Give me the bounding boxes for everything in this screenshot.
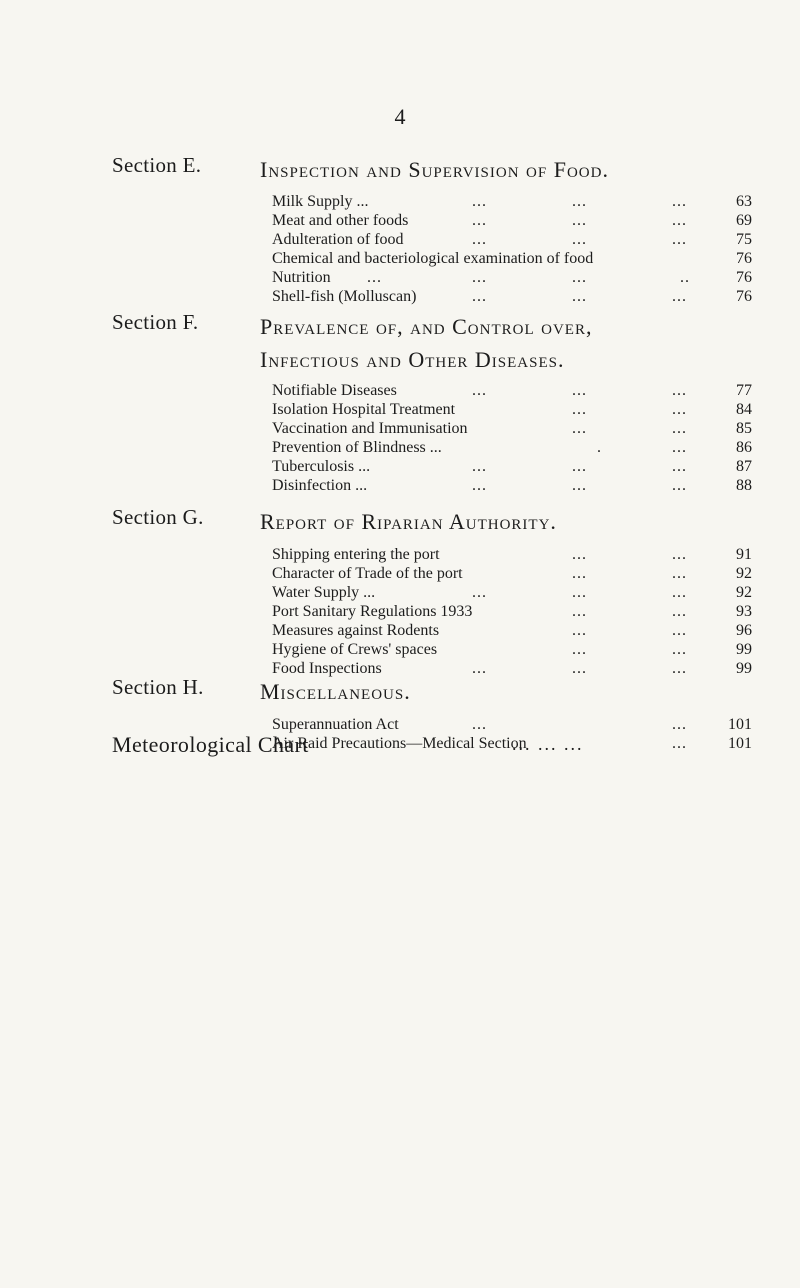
dot-leader: ... xyxy=(572,565,587,582)
dot-leader: ... xyxy=(672,193,687,210)
entry-page: 88 xyxy=(736,477,752,494)
dot-leader: ... xyxy=(472,269,487,286)
entry-page: 99 xyxy=(736,660,752,677)
dot-leader: ... xyxy=(572,420,587,437)
entry-page: 93 xyxy=(736,603,752,620)
dot-leader: ... xyxy=(672,735,687,752)
dot-leader: ... xyxy=(672,565,687,582)
entry-page: 63 xyxy=(736,193,752,210)
dot-leader: ... ... ... xyxy=(512,734,584,754)
list-item xyxy=(272,621,752,640)
section-title-line: Report of Riparian Authority. xyxy=(260,509,557,534)
entry-page: 87 xyxy=(736,458,752,475)
entry-label: Port Sanitary Regulations 1933 xyxy=(272,603,473,620)
list-item xyxy=(272,545,752,564)
entry-label: Shell-fish (Molluscan) xyxy=(272,288,417,305)
entry-label: Hygiene of Crews' spaces xyxy=(272,641,438,658)
entry-page: 101 xyxy=(728,735,752,752)
dot-leader: ... xyxy=(572,231,587,248)
entry-label: Prevention of Blindness ... xyxy=(272,439,442,456)
entry-label: Vaccination and Immunisation xyxy=(272,420,468,437)
dot-leader: ... xyxy=(572,603,587,620)
dot-leader: ... xyxy=(572,288,587,305)
section-title-line: Infectious and Other Diseases. xyxy=(260,347,565,372)
entry-label: Notifiable Diseases xyxy=(272,382,397,399)
list-item xyxy=(272,400,752,419)
entry-list xyxy=(272,381,752,495)
list-item xyxy=(272,640,752,659)
section-title xyxy=(260,153,609,186)
section-title-line: Miscellaneous. xyxy=(260,679,411,704)
list-item xyxy=(272,476,752,495)
entry-label: Tuberculosis ... xyxy=(272,458,371,475)
entry-label: Water Supply ... xyxy=(272,584,376,601)
dot-leader: ... xyxy=(572,212,587,229)
list-item xyxy=(272,192,752,211)
entry-page: 91 xyxy=(736,546,752,563)
list-item xyxy=(272,564,752,583)
entry-list xyxy=(272,192,752,306)
dot-leader: ... xyxy=(672,477,687,494)
list-item xyxy=(272,381,752,400)
dot-leader: ... xyxy=(572,660,587,677)
section-title-line: Inspection and Supervision of Food. xyxy=(260,157,609,182)
entry-page: 69 xyxy=(736,212,752,229)
section-label: Section H. xyxy=(112,675,204,699)
meteorological-chart-entry: Meteorological Chart xyxy=(112,732,309,757)
section-title-line: Prevalence of, and Control over, xyxy=(260,314,593,339)
list-item xyxy=(272,583,752,602)
section-label: Section F. xyxy=(112,310,199,334)
dot-leader: ... xyxy=(572,458,587,475)
dot-leader: ... xyxy=(472,288,487,305)
list-item xyxy=(272,211,752,230)
entry-label: Superannuation Act xyxy=(272,716,399,733)
section-title xyxy=(260,310,592,376)
list-item xyxy=(272,457,752,476)
dot-leader: ... xyxy=(672,622,687,639)
dot-leader: ... xyxy=(672,641,687,658)
list-item xyxy=(272,419,752,438)
dot-leader: ... xyxy=(672,546,687,563)
entry-page: 101 xyxy=(728,716,752,733)
dot-leader: ... xyxy=(672,288,687,305)
list-item xyxy=(272,287,752,306)
list-item xyxy=(272,268,752,287)
list-item xyxy=(272,438,752,457)
dot-leader: ... xyxy=(572,401,587,418)
entry-label: Shipping entering the port xyxy=(272,546,440,563)
dot-leader: ... xyxy=(672,584,687,601)
entry-page: 99 xyxy=(736,641,752,658)
entry-page: 96 xyxy=(736,622,752,639)
entry-list xyxy=(272,545,752,678)
dot-leader: ... xyxy=(572,641,587,658)
dot-leader: ... xyxy=(472,231,487,248)
entry-label: Disinfection ... xyxy=(272,477,368,494)
list-item xyxy=(272,249,752,268)
dot-leader: ... xyxy=(572,584,587,601)
dot-leader: ... xyxy=(672,439,687,456)
entry-label: Nutrition xyxy=(272,269,331,286)
dot-leader: ... xyxy=(472,193,487,210)
list-item xyxy=(272,715,752,734)
section-label: Section G. xyxy=(112,505,204,529)
dot-leader: . xyxy=(597,439,602,456)
entry-page: 85 xyxy=(736,420,752,437)
dot-leader: ... xyxy=(472,716,487,733)
dot-leader: ... xyxy=(672,420,687,437)
entry-page: 76 xyxy=(736,288,752,305)
dot-leader: ... xyxy=(672,603,687,620)
entry-page: 75 xyxy=(736,231,752,248)
dot-leader: ... xyxy=(672,212,687,229)
entry-page: 92 xyxy=(736,584,752,601)
dot-leader: ... xyxy=(367,269,382,286)
entry-page: 86 xyxy=(736,439,752,456)
dot-leader: ... xyxy=(572,622,587,639)
dot-leader: ... xyxy=(472,212,487,229)
entry-page: 84 xyxy=(736,401,752,418)
entry-page: 92 xyxy=(736,565,752,582)
dot-leader: ... xyxy=(572,193,587,210)
entry-label: Measures against Rodents xyxy=(272,622,440,639)
dot-leader: ... xyxy=(572,269,587,286)
dot-leader: ... xyxy=(472,458,487,475)
dot-leader: ... xyxy=(572,477,587,494)
dot-leader: ... xyxy=(672,716,687,733)
dot-leader: ... xyxy=(472,660,487,677)
entry-label: Character of Trade of the port xyxy=(272,565,463,582)
list-item xyxy=(272,602,752,621)
dot-leader: ... xyxy=(672,660,687,677)
section-title xyxy=(260,675,411,708)
dot-leader: ... xyxy=(472,477,487,494)
entry-page: 77 xyxy=(736,382,752,399)
entry-label: Food Inspections xyxy=(272,660,382,677)
dot-leader: .. xyxy=(680,269,690,286)
dot-leader: ... xyxy=(672,401,687,418)
entry-page: 76 xyxy=(736,250,752,267)
page-number: 4 xyxy=(394,104,406,129)
dot-leader: ... xyxy=(672,382,687,399)
entry-label: Isolation Hospital Treatment xyxy=(272,401,456,418)
dot-leader: ... xyxy=(572,546,587,563)
dot-leader: ... xyxy=(672,458,687,475)
dot-leader: ... xyxy=(472,584,487,601)
list-item xyxy=(272,230,752,249)
dot-leader: ... xyxy=(472,382,487,399)
entry-label: Air Raid Precautions—Medical Section xyxy=(272,735,527,752)
entry-label: Milk Supply ... xyxy=(272,193,369,210)
entry-label: Meat and other foods xyxy=(272,212,409,229)
entry-page: 76 xyxy=(736,269,752,286)
dot-leader: ... xyxy=(672,231,687,248)
section-label: Section E. xyxy=(112,153,202,177)
section-title xyxy=(260,505,557,538)
dot-leader: ... xyxy=(572,382,587,399)
entry-label: Chemical and bacteriological examination of food xyxy=(272,250,594,267)
entry-label: Adulteration of food xyxy=(272,231,404,248)
